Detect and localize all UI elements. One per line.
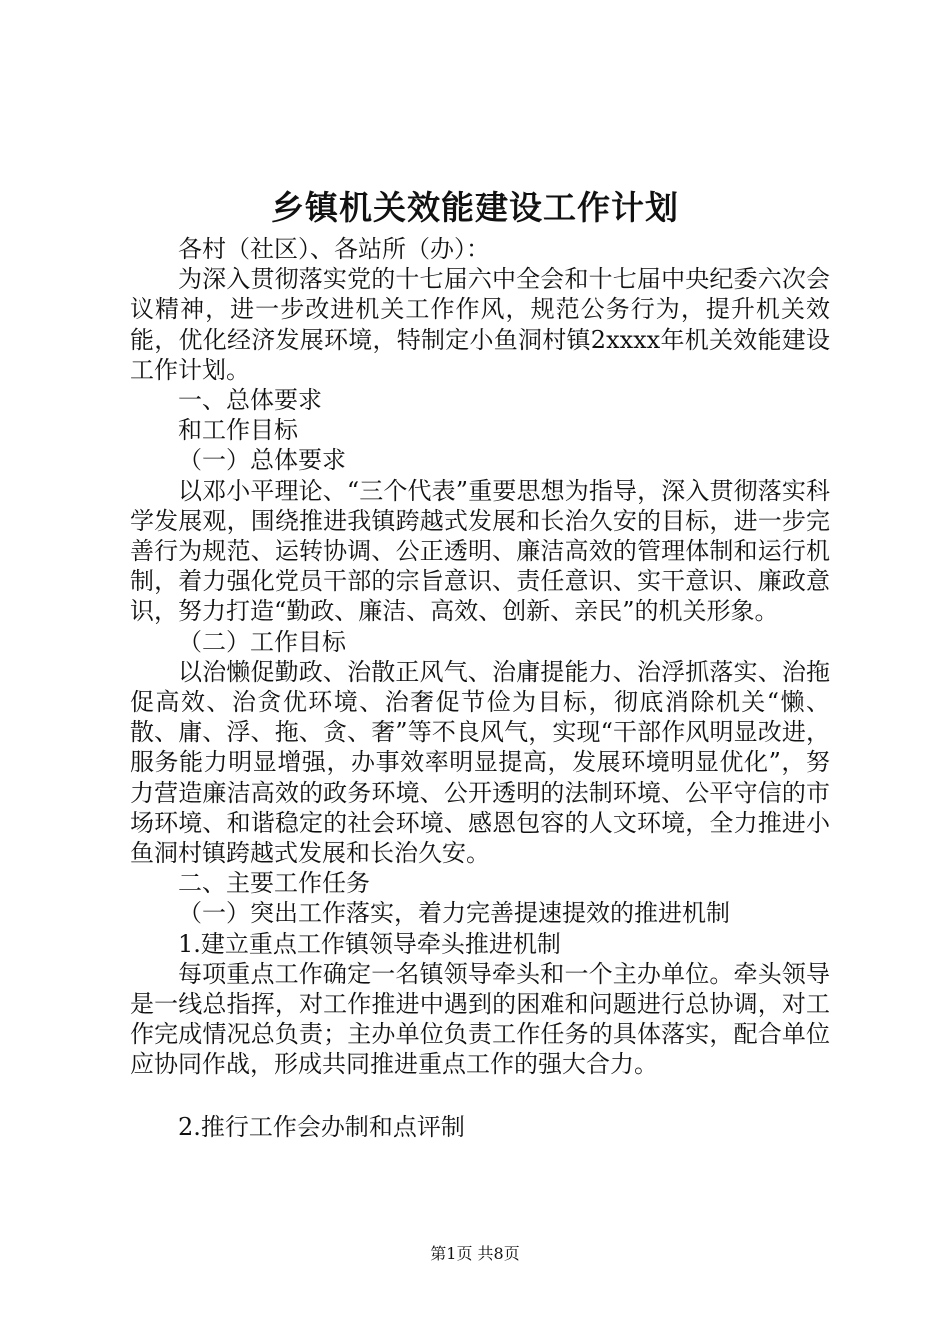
subsection-heading-2-1: （一）突出工作落实，着力完善提速提效的推进机制 xyxy=(178,899,730,928)
page-footer: 第1页 共8页 xyxy=(430,1244,520,1263)
general-requirement-paragraph: 以邓小平理论、“三个代表”重要思想为指导，深入贯彻落实科学发展观，围绕推进我镇跨越式发展和长治久安的目标，进一步完善行为规范、运转协调、公正透明、廉洁高效的管理体制和运行机制，着力强化党员干部的宗旨意识、责任意识、实干意识、廉政意识，努力打造“勤政、廉洁、高效、创新、亲民”的机关形象。 xyxy=(130,476,830,626)
item-1-paragraph: 每项重点工作确定一名镇领导牵头和一个主办单位。牵头领导是一线总指挥，对工作推进中遇到的困难和问题进行总协调，对工作完成情况总负责；主办单位负责工作任务的具体落实，配合单位应协同作战，形成共同推进重点工作的强大合力。 xyxy=(130,959,830,1079)
section-heading-1-cont: 和工作目标 xyxy=(178,416,298,445)
section-heading-1: 一、总体要求 xyxy=(178,386,322,415)
item-heading-1: 1.建立重点工作镇领导牵头推进机制 xyxy=(178,929,561,958)
subsection-heading-1-1: （一）总体要求 xyxy=(178,446,346,475)
paragraph-gap xyxy=(130,1080,830,1112)
section-heading-2: 二、主要工作任务 xyxy=(178,869,370,898)
document-title: 乡镇机关效能建设工作计划 xyxy=(271,188,679,227)
intro-paragraph: 为深入贯彻落实党的十七届六中全会和十七届中央纪委六次会议精神，进一步改进机关工作作风，规范公务行为，提升机关效能，优化经济发展环境，特制定小鱼洞村镇2xxxx年机关效能建设工作计划。 xyxy=(130,265,830,384)
item-heading-2: 2.推行工作会办制和点评制 xyxy=(178,1112,465,1141)
document-body xyxy=(130,234,830,1142)
subsection-heading-1-2: （二）工作目标 xyxy=(178,627,346,656)
work-goal-paragraph: 以治懒促勤政、治散正风气、治庸提能力、治浮抓落实、治拖促高效、治贪优环境、治奢促节俭为目标，彻底消除机关“懒、散、庸、浮、拖、贪、奢”等不良风气，实现“干部作风明显改进，服务能力明显增强，办事效率明显提高，发展环境明显优化”，努力营造廉洁高效的政务环境、公开透明的法制环境、公平守信的市场环境、和谐稳定的社会环境、感恩包容的人文环境，全力推进小鱼洞村镇跨越式发展和长治久安。 xyxy=(130,657,830,868)
salutation: 各村（社区）、各站所（办）： xyxy=(178,235,490,263)
